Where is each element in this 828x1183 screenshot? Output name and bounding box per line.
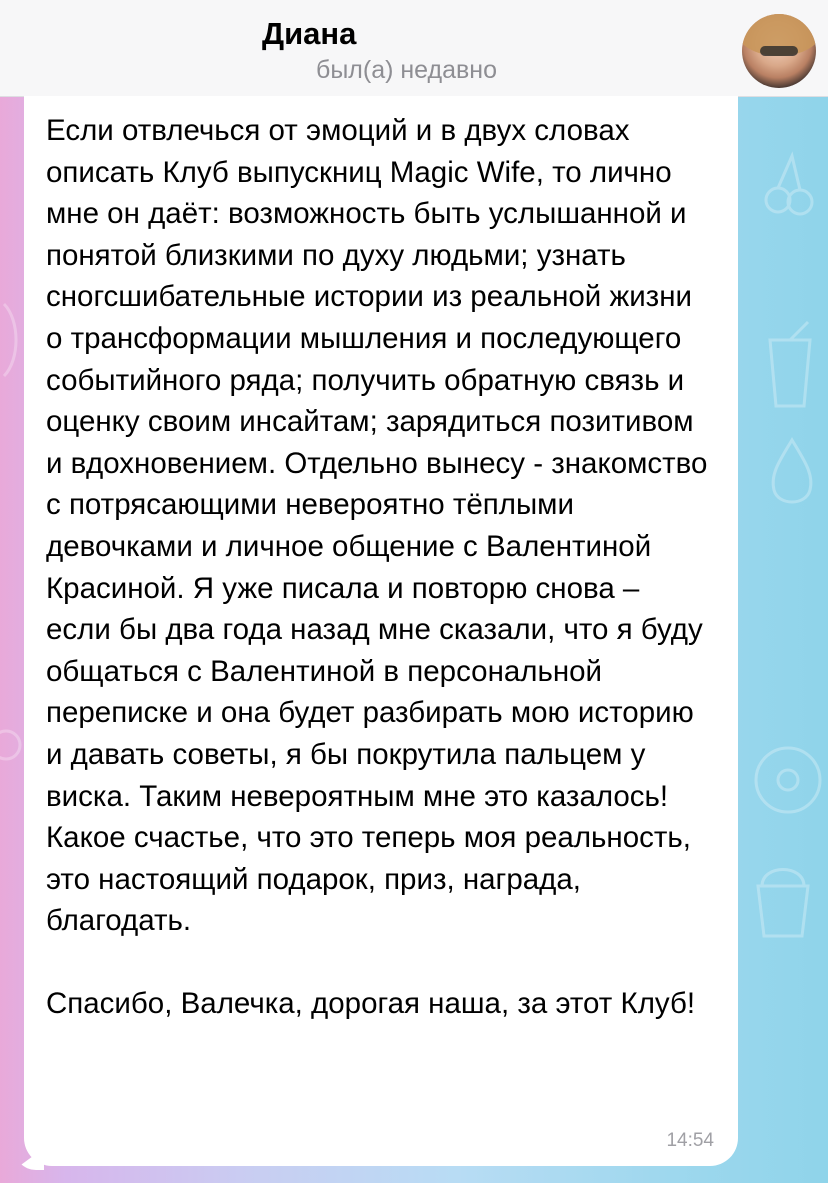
contact-name[interactable]: Диана xyxy=(262,16,357,51)
avatar-glasses xyxy=(760,46,798,56)
message-time: 14:54 xyxy=(666,1130,714,1151)
leaf-icon xyxy=(0,300,24,380)
pear-icon xyxy=(764,430,820,510)
contact-status: был(а) недавно xyxy=(316,56,498,84)
donut-icon xyxy=(748,740,828,820)
chat-header xyxy=(0,0,828,97)
drink-icon xyxy=(760,320,820,410)
bucket-icon xyxy=(748,860,818,940)
cherry-icon xyxy=(758,150,818,220)
swirl-icon xyxy=(0,700,24,790)
message-bubble[interactable] xyxy=(24,96,738,1166)
avatar[interactable] xyxy=(742,14,816,88)
message-text: Если отвлечься от эмоций и в двух словах описать Клуб выпускниц Magic Wife, то лично мне он даёт: возможность быть услышанной и понятой близкими по духу людьми; узнать сногсшибательные истории из реальной жизни о трансформации мышления и последующего событийного ряда; получить обратную связь и оценку своим инсайтам; зарядиться позитивом и вдохновением. Отдельно вынесу - знакомство с потрясающими невероятно тёплыми девочками и личное общение с Валентиной Красиной. Я уже писала и повторю снова – если бы два года назад мне сказали, что я буду общаться с Валентиной в персональной переписке и она будет разбирать мою историю и давать советы, я бы покрутила пальцем у виска. Таким невероятным мне это казалось! Какое счастье, что это теперь моя реальность, это настоящий подарок, приз, награда, благодать. Спасибо, Валечка, дорогая наша, за этот Клуб! xyxy=(46,114,708,1021)
